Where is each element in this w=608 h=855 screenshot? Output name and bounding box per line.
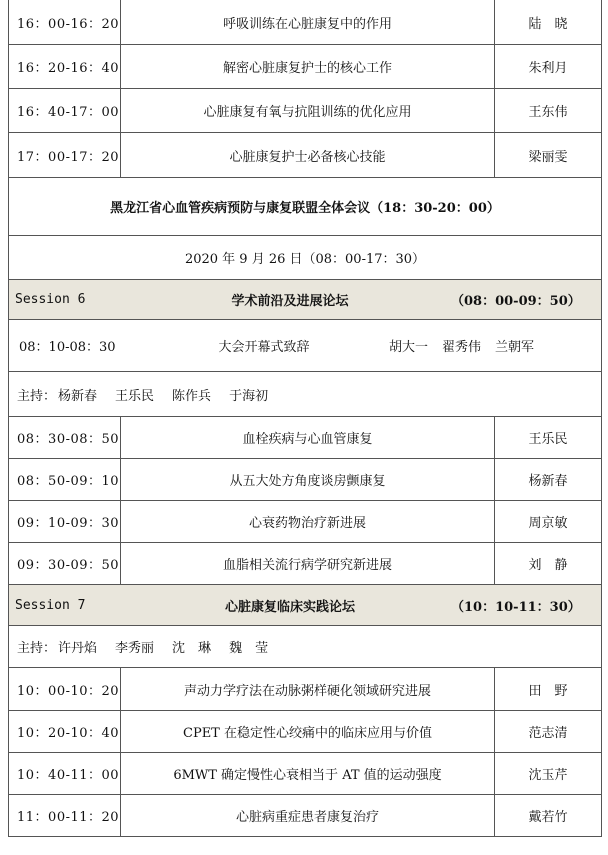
time-cell: 08：10-08：30 bbox=[19, 340, 116, 355]
time-cell: 10：40-11：00 bbox=[9, 753, 121, 794]
host-name: 杨新春 bbox=[58, 388, 98, 404]
time-cell: 17：00-17：20 bbox=[9, 133, 121, 177]
table-row bbox=[9, 501, 601, 543]
speaker-cell: 朱利月 bbox=[528, 61, 568, 76]
host-name: 陈作兵 bbox=[172, 388, 212, 404]
speaker-cell: 周京敏 bbox=[528, 516, 568, 531]
table-row bbox=[9, 753, 601, 795]
topic-cell: 血栓疾病与心血管康复 bbox=[121, 417, 495, 458]
host-name: 许丹焰 bbox=[58, 641, 98, 656]
session-label: Session 7 bbox=[15, 597, 86, 613]
host-row bbox=[9, 626, 601, 668]
date-heading: 2020 年 9 月 26 日（08：00-17：30） bbox=[184, 252, 426, 267]
topic-cell: 心脏康复有氧与抗阻训练的优化应用 bbox=[121, 89, 495, 132]
table-row bbox=[9, 795, 601, 837]
topic-cell: 心衰药物治疗新进展 bbox=[121, 501, 495, 542]
time-cell: 16：00-16：20 bbox=[9, 0, 121, 44]
table-row bbox=[9, 417, 601, 459]
speaker-cell: 沈玉芹 bbox=[528, 768, 568, 783]
session-title: 心脏康复临床实践论坛 bbox=[224, 599, 355, 615]
time-cell: 10：20-10：40 bbox=[9, 711, 121, 752]
speaker-name: 胡大一 bbox=[389, 340, 429, 355]
speaker-cell: 戴若竹 bbox=[528, 810, 568, 825]
speaker-cell: 梁丽雯 bbox=[528, 149, 568, 165]
session-title: 学术前沿及进展论坛 bbox=[231, 294, 349, 309]
table-row bbox=[9, 668, 601, 711]
host-name: 魏 莹 bbox=[229, 641, 269, 656]
topic-cell: 心脏康复护士必备核心技能 bbox=[121, 133, 495, 177]
host-name: 王乐民 bbox=[115, 388, 155, 404]
speaker-cell: 陆 晓 bbox=[528, 16, 568, 32]
table-row bbox=[9, 711, 601, 753]
speaker-cell: 王东伟 bbox=[528, 105, 568, 120]
topic-cell: 大会开幕式致辞 bbox=[218, 340, 310, 355]
speaker-cell: 田 野 bbox=[528, 683, 568, 699]
meeting-row bbox=[9, 178, 601, 236]
host-prefix: 主持： bbox=[17, 388, 57, 404]
session-label: Session 6 bbox=[15, 292, 86, 307]
topic-cell: 从五大处方角度谈房颤康复 bbox=[121, 459, 495, 500]
topic-cell: 6MWT 确定慢性心衰相当于 AT 值的运动强度 bbox=[121, 753, 495, 794]
session-header bbox=[9, 585, 601, 626]
topic-cell: 声动力学疗法在动脉粥样硬化领域研究进展 bbox=[121, 668, 495, 710]
time-cell: 08：30-08：50 bbox=[9, 417, 121, 458]
time-cell: 16：20-16：40 bbox=[9, 45, 121, 88]
host-name: 沈 琳 bbox=[172, 641, 212, 656]
time-cell: 10：00-10：20 bbox=[9, 668, 121, 710]
time-cell: 11：00-11：20 bbox=[9, 795, 121, 836]
host-name: 于海初 bbox=[229, 388, 269, 404]
speaker-name: 翟秀伟 bbox=[442, 340, 482, 355]
table-row bbox=[9, 89, 601, 133]
topic-cell: 心脏病重症患者康复治疗 bbox=[121, 795, 495, 836]
topic-cell: 血脂相关流行病学研究新进展 bbox=[121, 543, 495, 584]
session-time: （10：10-11：30） bbox=[451, 599, 581, 615]
date-row bbox=[9, 236, 601, 280]
topic-cell: 呼吸训练在心脏康复中的作用 bbox=[121, 0, 495, 44]
session-header bbox=[9, 280, 601, 320]
time-cell: 09：10-09：30 bbox=[9, 501, 121, 542]
table-row bbox=[9, 0, 601, 45]
table-row bbox=[9, 133, 601, 178]
time-cell: 09：30-09：50 bbox=[9, 543, 121, 584]
time-cell: 16：40-17：00 bbox=[9, 89, 121, 132]
host-prefix: 主持： bbox=[17, 641, 57, 656]
speaker-list bbox=[349, 320, 601, 371]
topic-cell: CPET 在稳定性心绞痛中的临床应用与价值 bbox=[121, 711, 495, 752]
host-row bbox=[9, 372, 601, 417]
speaker-cell: 范志清 bbox=[528, 726, 568, 741]
table-row bbox=[9, 45, 601, 89]
speaker-cell: 王乐民 bbox=[528, 432, 568, 447]
session-time: （08：00-09：50） bbox=[451, 294, 581, 309]
speaker-cell: 刘 静 bbox=[528, 558, 568, 573]
meeting-title: 黑龙江省心血管疾病预防与康复联盟全体会议（18：30-20：00） bbox=[110, 201, 500, 216]
schedule-table bbox=[8, 0, 602, 837]
host-name: 李秀丽 bbox=[115, 641, 155, 656]
table-row bbox=[9, 543, 601, 585]
time-cell: 08：50-09：10 bbox=[9, 459, 121, 500]
speaker-cell: 杨新春 bbox=[528, 474, 568, 489]
table-row bbox=[9, 459, 601, 501]
opening-row bbox=[9, 320, 601, 372]
topic-cell: 解密心脏康复护士的核心工作 bbox=[121, 45, 495, 88]
speaker-name: 兰朝军 bbox=[495, 340, 535, 355]
